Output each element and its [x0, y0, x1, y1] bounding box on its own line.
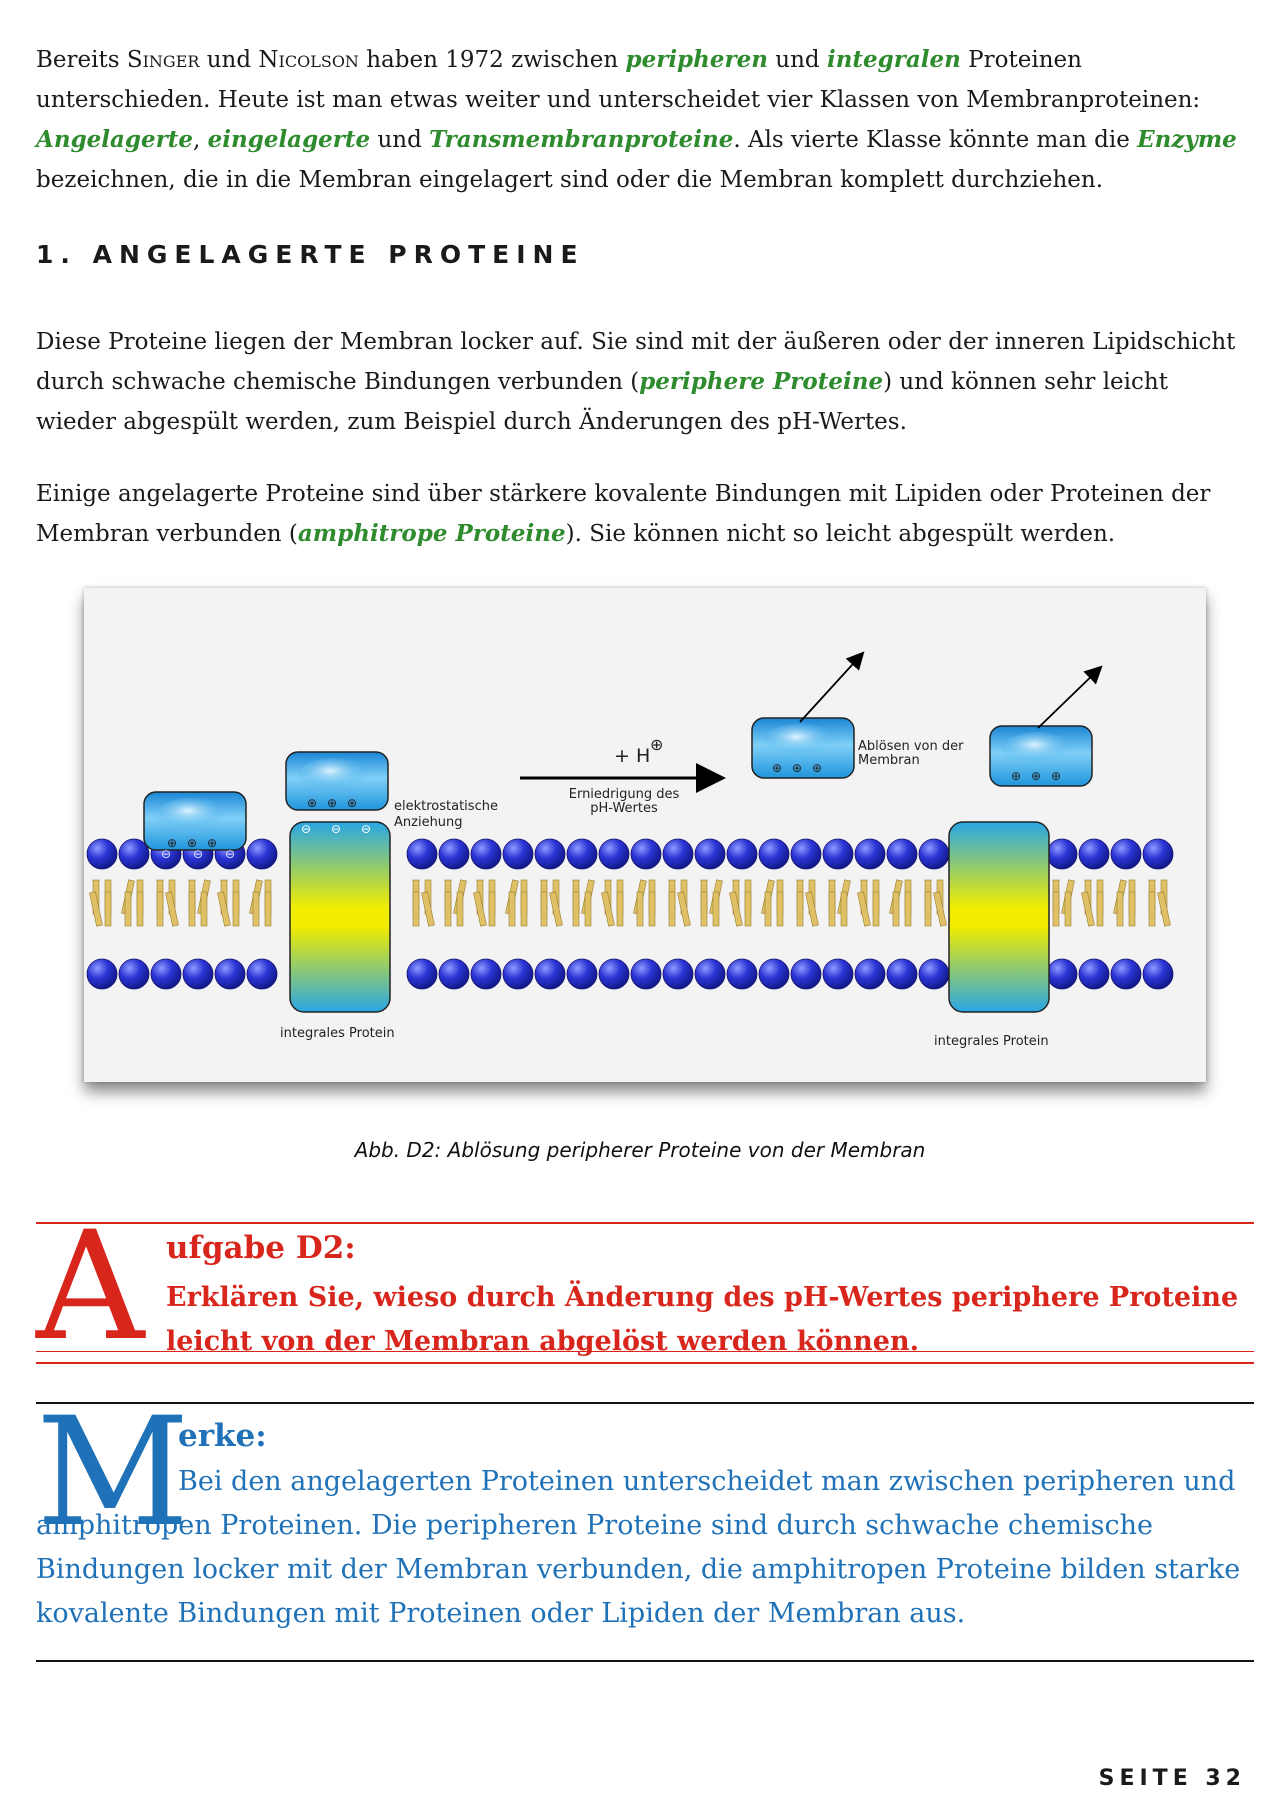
lipid-tail	[166, 892, 179, 927]
lipid-head	[1047, 959, 1077, 989]
lipid-tail	[1082, 892, 1095, 927]
label-anziehung: Anziehung	[394, 815, 463, 830]
lipid-head	[471, 839, 501, 869]
charge-plus-icon: ⊕	[326, 796, 338, 810]
note-dropcap: M	[36, 1386, 190, 1560]
lipid-tail	[841, 892, 847, 926]
lipid-tail	[550, 892, 563, 927]
lipid-tail	[1129, 892, 1135, 926]
lipid-tail	[713, 892, 719, 926]
lipid-head	[919, 839, 949, 869]
term-integralen: integralen	[826, 46, 961, 73]
lipid-tail	[893, 892, 899, 926]
lipid-tail	[474, 892, 487, 927]
charge-minus-icon: ⊖	[192, 847, 204, 861]
lipid-head	[119, 959, 149, 989]
lipid-head	[855, 839, 885, 869]
charge-plus-icon: ⊕	[1050, 769, 1062, 783]
lipid-head	[663, 959, 693, 989]
lipid-head	[1111, 839, 1141, 869]
intro-paragraph: Bereits Singer und Nicolson haben 1972 zwischen peripheren und integralen Proteinen unterschieden. Heute ist man etwas weiter und unterscheidet vier Klassen von Membranproteinen: Angelagerte, eingelagerte und Transmembranproteine. Als vierte Klasse könnte man die Enzyme bezeichnen, die in die Membran eingelagert sind oder die Membran komplett durchziehen.	[36, 46, 1237, 193]
integral-protein-right	[949, 822, 1049, 1012]
lipid-head	[535, 959, 565, 989]
lipid-head	[183, 959, 213, 989]
lipid-tail	[602, 892, 615, 927]
membrane-figure	[84, 588, 1206, 1082]
author-nicolson: Nicolson	[258, 47, 359, 73]
term-amphitrope-proteine: amphitrope Proteine	[297, 520, 566, 547]
charge-plus-icon: ⊕	[206, 836, 218, 850]
lipid-tail	[1065, 892, 1071, 926]
label-membran: Membran	[858, 753, 920, 768]
charge-plus-icon: ⊕	[1010, 769, 1022, 783]
lipid-head	[439, 959, 469, 989]
charge-minus-icon: ⊖	[330, 822, 342, 836]
paragraph-amphitrope: Einige angelagerte Proteine sind über stärkere kovalente Bindungen mit Lipiden oder Proteinen der Membran verbunden (amphitrope Proteine). Sie können nicht so leicht abgespült werden.	[36, 481, 1211, 547]
lipid-head	[1111, 959, 1141, 989]
charge-plus-icon: ⊕	[771, 761, 783, 775]
label-h-plus: + H	[614, 745, 651, 767]
lipid-head	[1143, 959, 1173, 989]
label-integral-left: integrales Protein	[280, 1026, 395, 1041]
task-dropcap: A	[36, 1200, 145, 1374]
paragraph-angelagerte: Diese Proteine liegen der Membran locker auf. Sie sind mit der äußeren oder der inneren Lipidschicht durch schwache chemische Bindungen verbunden (periphere Proteine) und können sehr leicht wieder abgespült werden, zum Beispiel durch Änderungen des pH-Wertes.	[36, 329, 1236, 435]
charge-plus-icon: ⊕	[166, 836, 178, 850]
charge-plus-icon: ⊕	[791, 761, 803, 775]
lipid-tail	[413, 892, 419, 926]
lipid-tail	[678, 892, 691, 927]
lipid-tail	[189, 892, 195, 926]
lipid-head	[407, 959, 437, 989]
lipid-tail	[201, 892, 207, 926]
charge-minus-icon: ⊖	[224, 847, 236, 861]
lipid-head	[599, 839, 629, 869]
lipid-tail	[1149, 892, 1155, 926]
lipid-tail	[745, 892, 751, 926]
lipid-head	[151, 959, 181, 989]
lipid-head	[1079, 959, 1109, 989]
charge-plus-icon: ⊕	[1030, 769, 1042, 783]
membrane-diagram	[84, 588, 1206, 1082]
term-angelagerte: Angelagerte	[36, 126, 194, 153]
lipid-tail	[541, 892, 547, 926]
lipid-tail	[585, 892, 591, 926]
term-eingelagerte: eingelagerte	[207, 126, 371, 153]
lipid-tail	[265, 892, 271, 926]
label-elektrostatische: elektrostatische	[394, 799, 498, 814]
lipid-tail	[457, 892, 463, 926]
lipid-head	[791, 959, 821, 989]
lipid-head	[919, 959, 949, 989]
lipid-head	[471, 959, 501, 989]
lipid-head	[1143, 839, 1173, 869]
lipid-tail	[509, 892, 515, 926]
term-transmembranproteine: Transmembranproteine	[429, 126, 734, 153]
lipid-tail	[730, 892, 743, 927]
lipid-tail	[925, 892, 931, 926]
task-text: Erklären Sie, wieso durch Änderung des pH-Wertes periphere Proteine leicht von der Membran abgelöst werden können.	[166, 1282, 1239, 1357]
lipid-head	[823, 839, 853, 869]
label-ph-wertes: pH-Wertes	[590, 801, 658, 816]
lipid-tail	[137, 892, 143, 926]
lipid-tail	[1158, 892, 1171, 927]
lipid-head	[535, 839, 565, 869]
lipid-head	[631, 959, 661, 989]
lipid-head	[567, 839, 597, 869]
lipid-tail	[445, 892, 451, 926]
lipid-tail	[233, 892, 239, 926]
term-enzyme: Enzyme	[1137, 126, 1237, 153]
section-heading: 1. ANGELAGERTE PROTEINE	[36, 240, 585, 269]
lipid-head	[695, 959, 725, 989]
lipid-head	[887, 839, 917, 869]
released-protein-1	[752, 718, 854, 778]
lipid-head	[1047, 839, 1077, 869]
lipid-tail	[617, 892, 623, 926]
author-singer: Singer	[126, 47, 200, 73]
lipid-head	[87, 959, 117, 989]
lipid-head	[407, 839, 437, 869]
lipid-head	[759, 959, 789, 989]
label-erniedrigung: Erniedrigung des	[568, 787, 680, 802]
lipid-tail	[218, 892, 231, 927]
lipid-head	[87, 839, 117, 869]
charge-plus-icon: ⊕	[346, 796, 358, 810]
charge-minus-icon: ⊖	[300, 822, 312, 836]
lipid-tail	[858, 892, 871, 927]
label-abloesen: Ablösen von der	[858, 739, 964, 754]
lipid-tail	[1117, 892, 1123, 926]
lipid-tail	[797, 892, 803, 926]
term-periphere-proteine: periphere Proteine	[639, 368, 884, 395]
lipid-head	[663, 839, 693, 869]
lipid-head	[759, 839, 789, 869]
charge-minus-icon: ⊖	[160, 847, 172, 861]
lipid-tail	[489, 892, 495, 926]
lipid-tail	[422, 892, 435, 927]
lipid-head	[439, 839, 469, 869]
charge-plus-icon: ⊕	[306, 796, 318, 810]
lipid-tail	[765, 892, 771, 926]
task-title: ufgabe D2:	[166, 1230, 356, 1266]
lipid-head	[887, 959, 917, 989]
lipid-tail	[934, 892, 947, 927]
charge-plus-icon: ⊕	[186, 836, 198, 850]
figure-caption: Abb. D2: Ablösung peripherer Proteine von der Membran	[354, 1138, 926, 1162]
lipid-head	[1079, 839, 1109, 869]
term-peripheren: peripheren	[625, 46, 768, 73]
lipid-head	[855, 959, 885, 989]
lipid-head	[727, 959, 757, 989]
lipid-head	[247, 959, 277, 989]
lipid-tail	[637, 892, 643, 926]
lipid-head	[215, 959, 245, 989]
lipid-tail	[873, 892, 879, 926]
lipid-head	[503, 959, 533, 989]
lipid-tail	[1053, 892, 1059, 926]
label-integral-right: integrales Protein	[934, 1034, 1049, 1049]
lipid-tail	[905, 892, 911, 926]
lipid-tail	[701, 892, 707, 926]
release-arrow-1	[800, 654, 862, 722]
note-title: erke:	[178, 1418, 267, 1454]
page-number: SEITE 32	[1098, 1766, 1246, 1791]
release-arrow-2	[1038, 668, 1100, 728]
lipid-tail	[649, 892, 655, 926]
note-text: Bei den angelagerten Proteinen unterscheidet man zwischen peripheren und amphitropen Proteinen. Die peripheren Proteine sind durch schwache chemische Bindungen locker mit der Membran verbunden, die amphitropen Proteine bilden starke kovalente Bindungen mit Proteinen oder Lipiden der Membran aus.	[36, 1466, 1241, 1629]
lipid-tail	[125, 892, 131, 926]
lipid-tail	[90, 892, 103, 927]
lipid-head	[567, 959, 597, 989]
label-h-plus-sup: ⊕	[650, 735, 664, 754]
lipid-head	[791, 839, 821, 869]
charge-minus-icon: ⊖	[360, 822, 372, 836]
lipid-head	[695, 839, 725, 869]
lipid-head	[727, 839, 757, 869]
lipid-tail	[521, 892, 527, 926]
lipid-head	[503, 839, 533, 869]
lipid-tail	[777, 892, 783, 926]
lipid-tail	[253, 892, 259, 926]
lipid-tail	[669, 892, 675, 926]
lipid-tail	[829, 892, 835, 926]
integral-protein-left	[290, 822, 390, 1012]
lipid-head	[823, 959, 853, 989]
lipid-tail	[573, 892, 579, 926]
lipid-head	[247, 839, 277, 869]
charge-plus-icon: ⊕	[811, 761, 823, 775]
lipid-tail	[157, 892, 163, 926]
lipid-tail	[1097, 892, 1103, 926]
lipid-tail	[105, 892, 111, 926]
lipid-head	[599, 959, 629, 989]
lipid-head	[631, 839, 661, 869]
lipid-tail	[806, 892, 819, 927]
